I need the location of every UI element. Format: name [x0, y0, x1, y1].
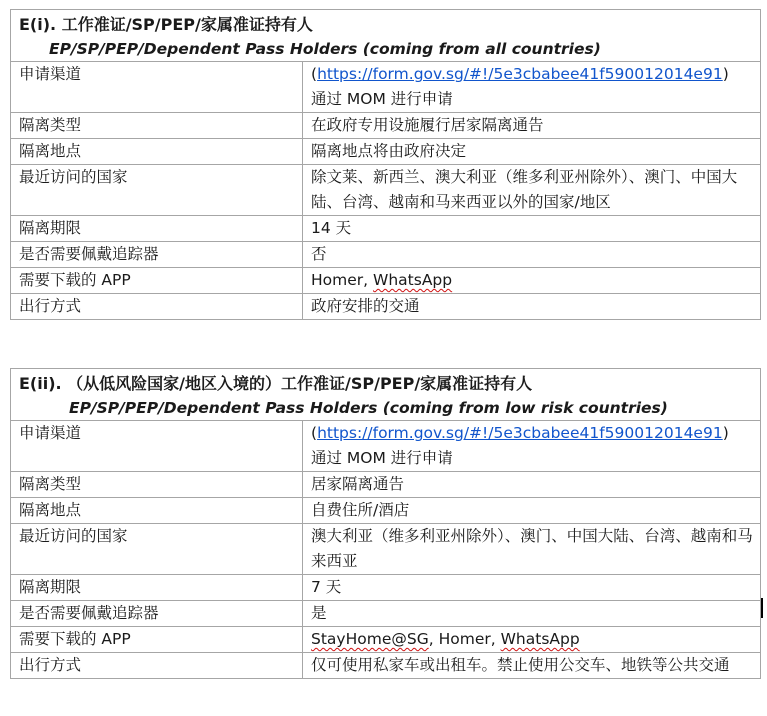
row-value: 隔离地点将由政府决定 [303, 139, 761, 165]
row-value: 澳大利亚（维多利亚州除外）、澳门、中国大陆、台湾、越南和马来西亚 [303, 524, 761, 575]
text-cursor [761, 598, 763, 618]
row-label: 隔离期限 [11, 575, 303, 601]
row-value [303, 268, 761, 294]
separator: , [490, 630, 501, 648]
row-label: 隔离地点 [11, 139, 303, 165]
form-link[interactable]: https://form.gov.sg/#!/5e3cbabee41f590012014e91 [317, 424, 723, 442]
row-tracker [11, 242, 761, 268]
row-channel [11, 421, 761, 472]
row-label: 隔离类型 [11, 113, 303, 139]
row-location [11, 139, 761, 165]
separator: , [428, 630, 439, 648]
row-label: 是否需要佩戴追踪器 [11, 601, 303, 627]
row-label: 需要下载的 APP [11, 627, 303, 653]
row-period [11, 216, 761, 242]
row-value: 政府安排的交通 [303, 294, 761, 320]
paren-close: ) [722, 65, 729, 83]
row-label: 隔离地点 [11, 498, 303, 524]
row-label: 申请渠道 [11, 62, 303, 113]
row-label: 最近访问的国家 [11, 524, 303, 575]
section-subtitle: EP/SP/PEP/Dependent Pass Holders (coming from low risk countries) [69, 399, 668, 417]
row-type [11, 113, 761, 139]
row-app [11, 627, 761, 653]
row-label: 出行方式 [11, 294, 303, 320]
paren-open: ( [311, 65, 318, 83]
paren-close: ) [722, 424, 729, 442]
form-link[interactable]: https://form.gov.sg/#!/5e3cbabee41f590012014e91 [317, 65, 723, 83]
row-label: 是否需要佩戴追踪器 [11, 242, 303, 268]
separator: , [363, 271, 374, 289]
table-all-countries [10, 9, 761, 320]
app-name: StayHome@SG [311, 630, 429, 648]
row-period [11, 575, 761, 601]
row-label: 最近访问的国家 [11, 165, 303, 216]
row-location [11, 498, 761, 524]
app-name: Homer [438, 630, 491, 648]
channel-note: 通过 MOM 进行申请 [311, 90, 453, 108]
row-tracker [11, 601, 761, 627]
row-value: 仅可使用私家车或出租车。禁止使用公交车、地铁等公共交通 [303, 653, 761, 679]
app-name: WhatsApp [373, 271, 453, 289]
channel-note: 通过 MOM 进行申请 [311, 449, 453, 467]
row-label: 隔离类型 [11, 472, 303, 498]
row-value [303, 421, 761, 472]
row-value: 除文莱、新西兰、澳大利亚（维多利亚州除外）、澳门、中国大陆、台湾、越南和马来西亚以外的国家/地区 [303, 165, 761, 216]
section-title: E(ii). （从低风险国家/地区入境的）工作准证/SP/PEP/家属准证持有人 [19, 374, 533, 393]
row-label: 出行方式 [11, 653, 303, 679]
row-value [303, 627, 761, 653]
section-title: E(i). 工作准证/SP/PEP/家属准证持有人 [19, 15, 313, 34]
row-value [303, 62, 761, 113]
row-value: 否 [303, 242, 761, 268]
row-transport [11, 294, 761, 320]
app-name: WhatsApp [500, 630, 580, 648]
row-value: 在政府专用设施履行居家隔离通告 [303, 113, 761, 139]
row-value: 是 [303, 601, 761, 627]
row-transport [11, 653, 761, 679]
row-label: 隔离期限 [11, 216, 303, 242]
row-countries [11, 524, 761, 575]
paren-open: ( [311, 424, 318, 442]
table-header-row [11, 369, 761, 421]
section-header [11, 369, 761, 421]
row-countries [11, 165, 761, 216]
row-value: 7 天 [303, 575, 761, 601]
row-type [11, 472, 761, 498]
row-value: 自费住所/酒店 [303, 498, 761, 524]
section-subtitle: EP/SP/PEP/Dependent Pass Holders (coming from all countries) [49, 40, 601, 58]
row-channel [11, 62, 761, 113]
app-name: Homer [311, 271, 364, 289]
row-value: 14 天 [303, 216, 761, 242]
table-low-risk-countries [10, 368, 761, 679]
row-label: 申请渠道 [11, 421, 303, 472]
row-value: 居家隔离通告 [303, 472, 761, 498]
row-app [11, 268, 761, 294]
table-header-row [11, 10, 761, 62]
row-label: 需要下载的 APP [11, 268, 303, 294]
section-header [11, 10, 761, 62]
